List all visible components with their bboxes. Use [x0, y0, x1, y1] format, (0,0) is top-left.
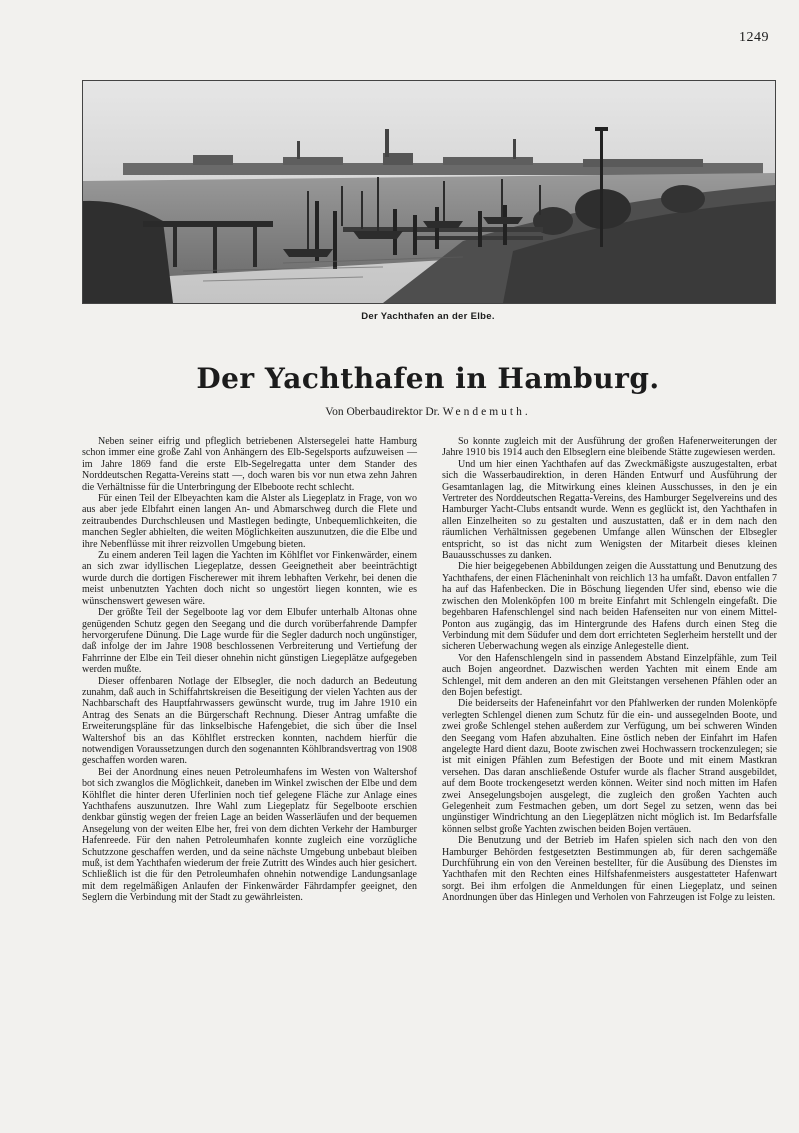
harbor-photograph [82, 80, 776, 304]
paragraph: Und um hier einen Yachthafen auf das Zweckmäßigste auszugestalten, erbat sich die Wasserbaudirektion, in deren Händen Entwurf und Ausführung der Gesamtanlagen lag, die Mitwirkung eines kleinen Ausschusses, in den je ein Vertreter des Norddeutschen Regatta-Vereins, des Hamburger Segelvereins und des Hamburger Yacht-Clubs entsandt wurde. Wenn es geglückt ist, den Yachthafen in allen Einzelheiten so zu gestalten und auszustatten, daß er in dem nach den räumlichen Verhältnissen gegebenen Umfange allen Wünschen der Elbsegler entspricht, so ist das nicht zum Wenigsten der Mitarbeit dieses kleinen Bauausschusses zu danken. [442, 458, 777, 562]
paragraph: Zu einem anderen Teil lagen die Yachten im Köhlflet vor Finkenwärder, einem an sich zwar idyllischen Liegeplatze, dessen Geeignetheit aber beeinträchtigt wurde durch die dortigen Fischerewer mit ihrem lebhaften Verkehr, bei denen die meist unbenutzten Yachten doch nicht so ungestört liegen konnten, wie es wünschenswert gewesen wäre. [82, 550, 417, 607]
paragraph: Vor den Hafenschlengeln sind in passendem Abstand Einzelpfähle, zum Teil auch Bojen angeordnet. Dazwischen werden Yachten mit einem Ende am Schlengel, mit dem anderen an den mit Gleitstangen versehenen Pfählen oder an den Bojen befestigt. [442, 652, 777, 698]
paragraph: Dieser offenbaren Notlage der Elbsegler, die noch dadurch an Bedeutung zunahm, daß auch in Schiffahrtskreisen die Beseitigung der vielen Yachten aus der Nachbarschaft des Hauptfahrwassers gewünscht wurde, trug im Jahre 1910 ein Antrag des Senats an die Bürgerschaft Rechnung. Dieser Antrag umfaßte die Erweiterungspläne für das linkselbische Hafengebiet, die sich über die Insel Waltershof bis an das Köhlflet erstrecken konnten, nachdem hierfür die notwendigen Voraussetzungen durch den sogenannten Köhlbrandsvertrag von 1908 geschaffen worden waren. [82, 675, 417, 767]
paragraph: Neben seiner eifrig und pfleglich betriebenen Alstersegelei hatte Hamburg schon immer eine große Zahl von Anhängern des Elb-Segelsports aufzuweisen — im Jahre 1869 fand die erste Elb-Segelregatta unter dem Stander des Norddeutschen Regatta-Vereins statt —, doch waren bis vor nun etwa zehn Jahren die Verhältnisse für die Unterbringung der Elbeboote recht schlecht. [82, 436, 417, 493]
right-text-column [442, 436, 777, 904]
left-text-column [82, 436, 417, 904]
paragraph: Die Benutzung und der Betrieb im Hafen spielen sich nach den von den Hamburger Behörden festgesetzten Bestimmungen ab, für deren sachgemäße Durchführung ein von den Vereinen bestellter, für die Ausübung des Dienstes im Yachthafen mit den Rechten eines Hilfshafenmeisters ausgestatteter Hafenwart sorgt. Bei ihm erfolgen die Anmeldungen für einen Liegeplatz, und seinen Anordnungen über das Hinlegen und Verholen von Fahrzeugen ist Folge zu leisten. [442, 835, 777, 904]
paragraph: Die beiderseits der Hafeneinfahrt vor den Pfahlwerken der runden Molenköpfe verlegten Schlengel dienen zum Schutz für die ein- und aussegelnden Boote, und zwei große Schlengel stehen außerdem zur Verfügung, um bei schweren Winden den Seegang vom Hafen abzuhalten. Eine östlich neben der Einfahrt im Hafen angelegte Hard dient dazu, Boote zwischen zwei Hochwassern trockenzulegen; sie ist mit einigen Pfählen zum Befestigen der Boote und mit einem Mastkran versehen. Das daran anschließende Ostufer wurde als flacher Strand ausgebildet, auf dem Boote trockengesetzt werden können. Weiter sind noch mitten im Hafen zwei Ansegelungsbojen ausgelegt, die zugleich den großen Yachten auch Gelegenheit zum Festmachen geben, um dort Segel zu setzen, wenn das bei ungünstiger Windrichtung an den Liegeplätzen nicht möglich ist. Im Bedarfsfalle können selbst große Yachten zwischen beiden Bojen vertäuen. [442, 698, 777, 835]
paragraph: So konnte zugleich mit der Ausführung der großen Hafenerweiterungen der Jahre 1910 bis 1914 auch den Elbseglern eine bleibende Stätte zugewiesen werden. [442, 436, 777, 459]
paragraph: Für einen Teil der Elbeyachten kam die Alster als Liegeplatz in Frage, von wo aus aber jede Elbfahrt einen langen An- und Abmarschweg durch die Flete und zeitraubendes Durchschleusen und Mastlegen bedingte, Unbequemlichkeiten, die manchen Segler abhielten, die weiten Möglichkeiten auszunutzen, die die Elbe und ihre Nebenflüsse mit ihrer reizvollen Umgebung bieten. [82, 493, 417, 550]
byline-prefix: Von Oberbaudirektor Dr. [325, 406, 440, 418]
article-title: Der Yachthafen in Hamburg. [196, 362, 660, 395]
paragraph: Der größte Teil der Segelboote lag vor dem Elbufer unterhalb Altonas ohne genügenden Schutz gegen den Seegang und die durch vorüberfahrende Dampfer hervorgerufene Dünung. Die Lage wurde für die Segler dadurch noch ungünstiger, daß infolge der im Jahre 1908 beschlossenen Verbreiterung und Vertiefung der Fahrrinne der Elbe ein Teil dieser ohnehin nicht günstigen Liegeplätze aufgegeben werden mußte. [82, 607, 417, 676]
figure-caption: Der Yachthafen an der Elbe. [361, 311, 495, 322]
article-byline [82, 406, 774, 418]
byline-author: Wendemuth. [442, 406, 531, 418]
page-number: 1249 [739, 30, 769, 45]
paragraph: Bei der Anordnung eines neuen Petroleumhafens im Westen von Waltershof bot sich zwanglos die Möglichkeit, daneben im Winkel zwischen der Elbe und dem Köhlflet die hinter deren Uferlinien noch tief gelegene Fläche zur Anlage eines Yachthafens auszunutzen. Ihre Wahl zum Liegeplatz für Segelboote erschien denkbar günstig wegen der freien Lage an beiden Wasserläufen und der bequemen Ansegelung von der weiten Elbe her, frei von dem dichten Verkehr der Hamburger Hafenreede. Für den nahen Petroleumhafen konnte zugleich eine vorzügliche Schutzzone geschaffen werden, und da seine nächste Umgebung unbebaut bleiben muß, ist dem Yachthafen wiederum der freie Zutritt des Windes auch hier gesichert. Schließlich ist die für den Petroleumhafen ohnehin notwendige Landungsanlage mit dem regelmäßigen Anlaufen der Finkenwärder Fährdampfer geeignet, den Seglern die Verbindung mit der Stadt zu gewährleisten. [82, 766, 417, 904]
paragraph: Die hier beigegebenen Abbildungen zeigen die Ausstattung und Benutzung des Yachthafens, der einen Flächeninhalt von reichlich 13 ha umfaßt. Davon entfallen 7 ha auf das Hafenbecken. Die in Böschung liegenden Ufer sind, ebenso wie die zwischen den Molenköpfen 100 m breite Einfahrt mit Schlengeln eingefaßt. Die begehbaren Hafenschlengel sind nach beiden Hafenseiten nur von einem Mittel-Ponton aus zugängig, das im Hintergrunde des Hafens durch einen Steg die Verbindung mit dem Südufer und dem dort errichteten Seglerheim herstellt und der sicheren Ueberwachung wegen als einzige Anlegestelle dient. [442, 561, 777, 653]
